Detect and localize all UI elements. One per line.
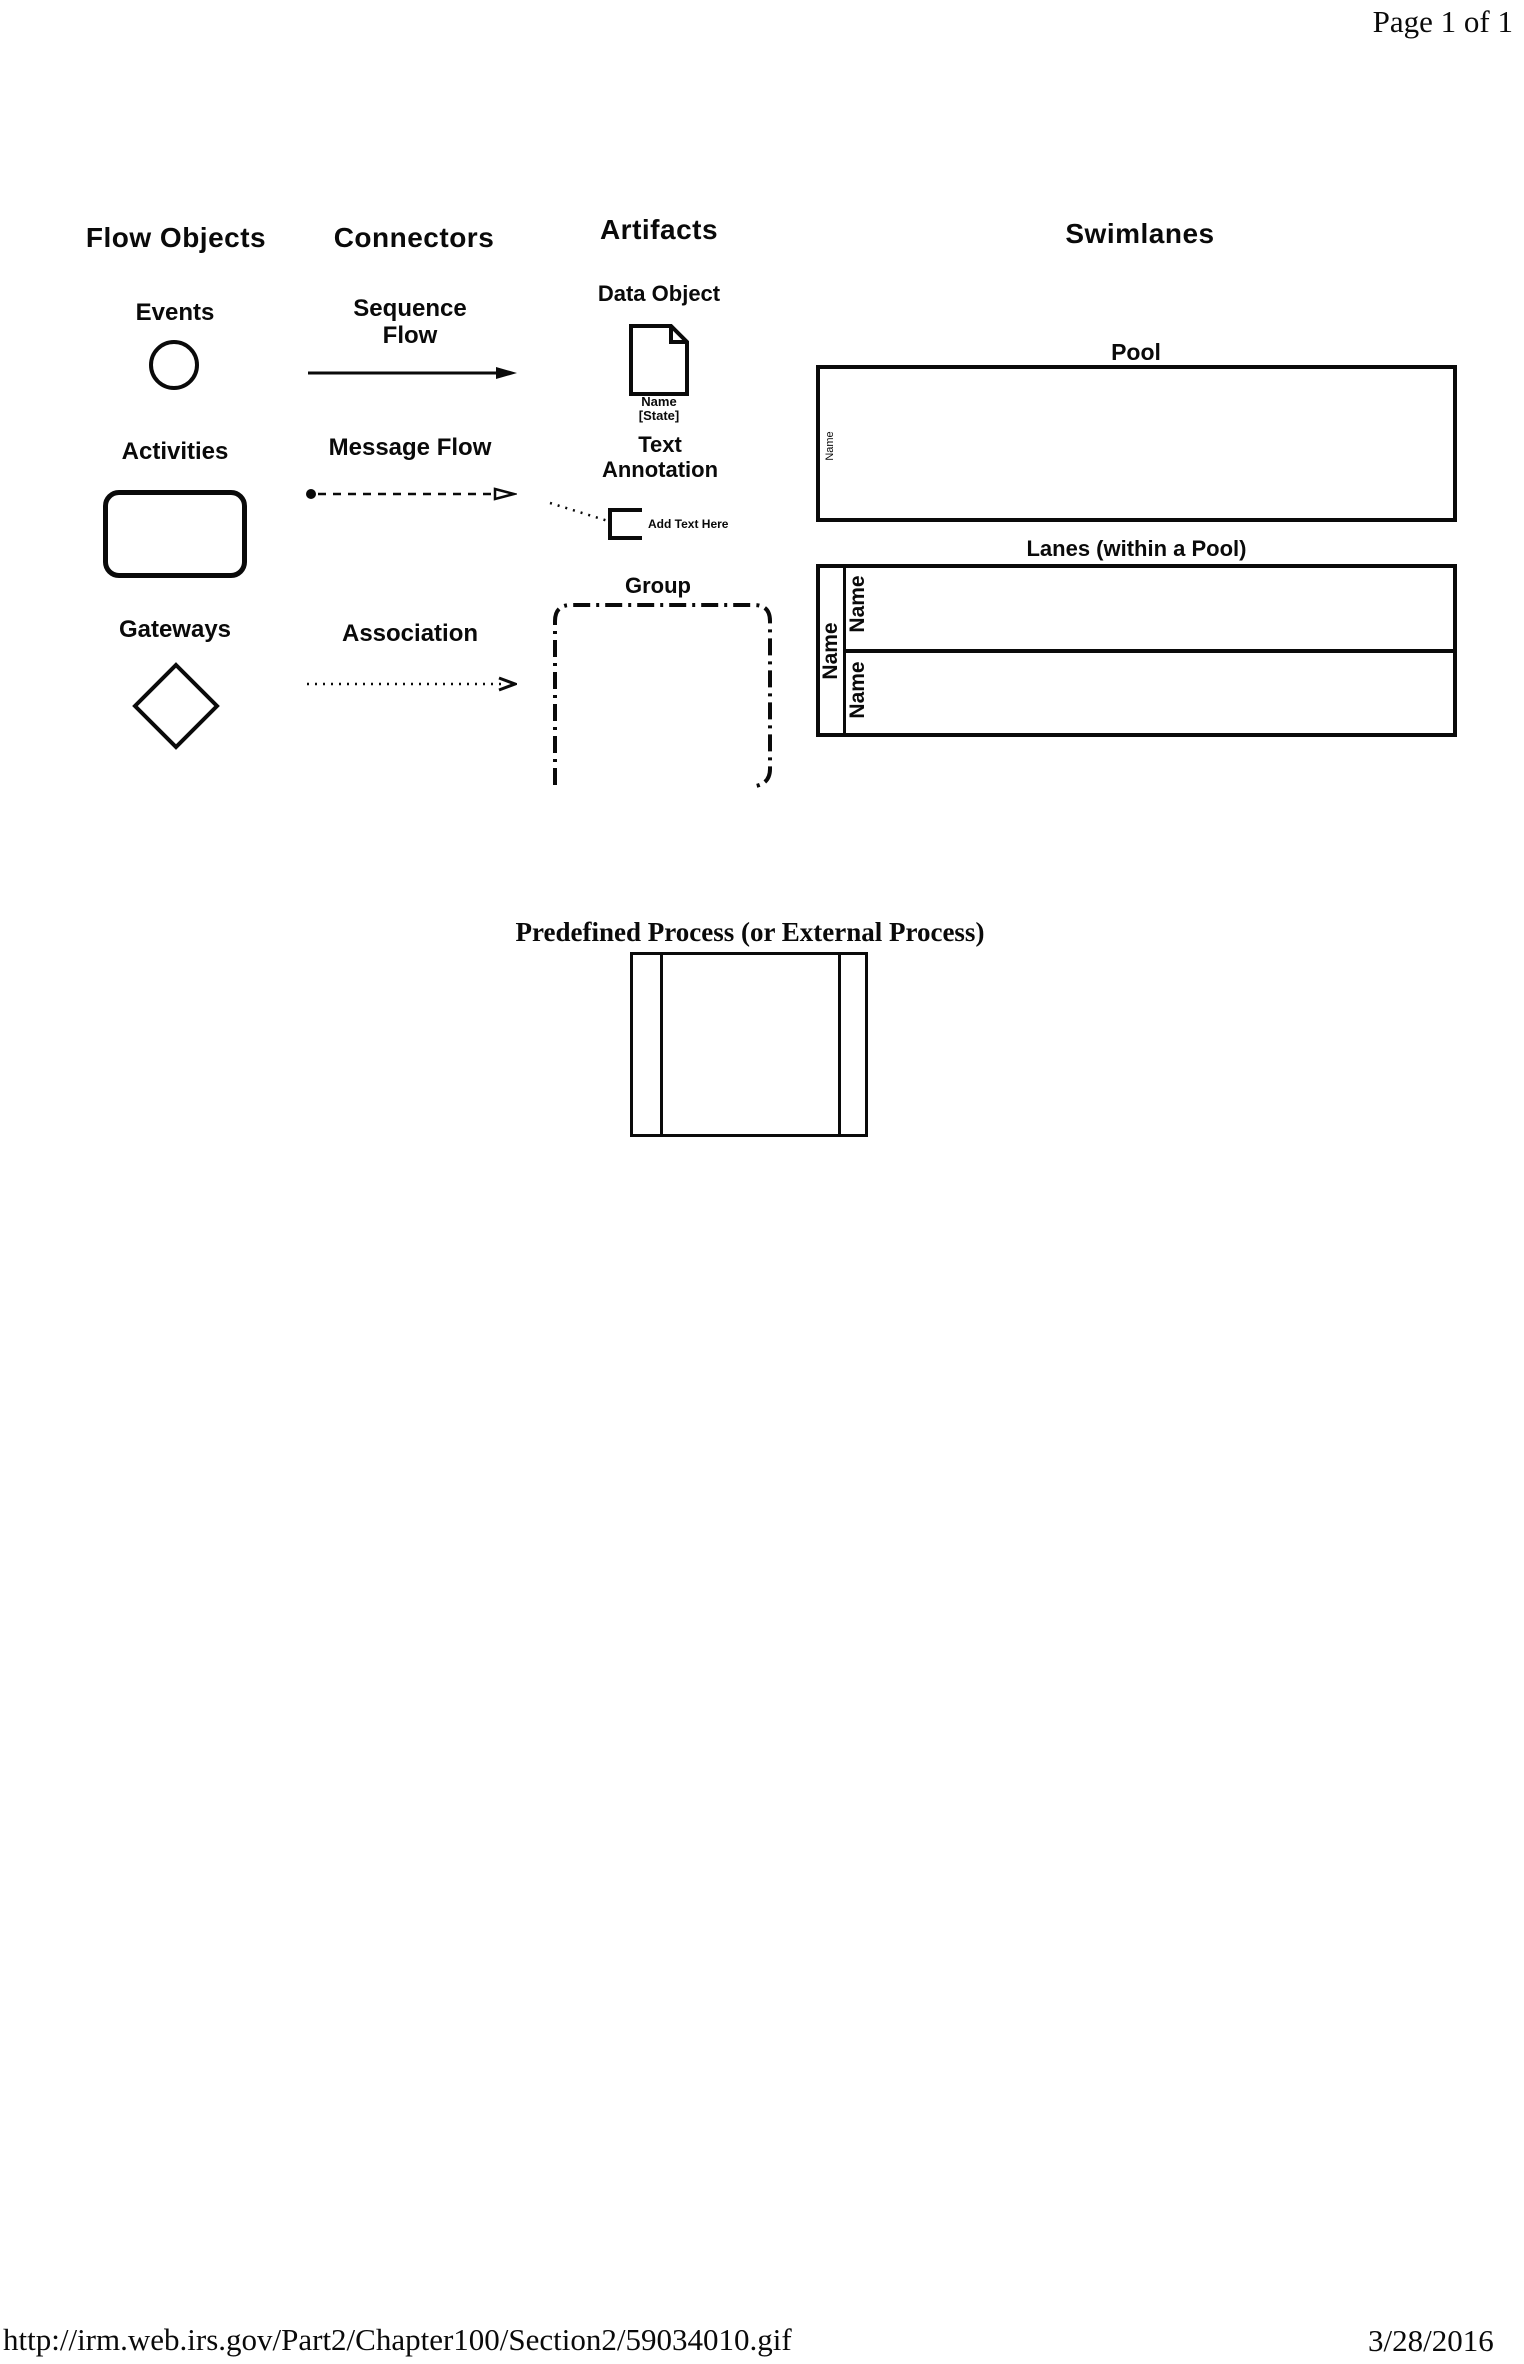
lane1-name-label: Name [846,575,869,633]
data-object-name: Name [641,394,677,409]
lane-divider [846,649,1453,653]
message-flow-arrow-icon [305,486,517,502]
lanes-pool-name-label: Name [819,622,842,680]
predefined-process-right-line [838,955,841,1134]
message-flow-label: Message Flow [328,434,492,461]
activity-rounded-rect-icon [103,490,247,578]
data-object-state: [State] [638,408,680,423]
events-label: Events [135,299,215,326]
column-title-connectors: Connectors [333,222,495,253]
column-title-swimlanes: Swimlanes [1065,218,1215,249]
activities-label: Activities [121,438,229,465]
predefined-process-title: Predefined Process (or External Process) [515,917,985,947]
text-annotation-bracket-icon [608,508,644,540]
data-object-name-text [609,395,709,423]
sequence-flow-label: Sequence Flow [353,295,467,349]
footer-date: 3/28/2016 [1368,2323,1494,2358]
predefined-process-box [630,952,868,1137]
predefined-process-left-line [660,955,663,1134]
column-title-artifacts: Artifacts [599,214,719,245]
pool-name-label: Name [824,431,836,461]
event-circle-icon [149,340,199,390]
pool-box [816,365,1457,522]
group-label: Group [625,573,691,598]
lane2-name-label: Name [846,661,869,719]
text-annotation-label: Text Annotation [601,432,719,482]
column-title-flow-objects: Flow Objects [85,222,267,253]
footer-url: http://irm.web.irs.gov/Part2/Chapter100/Section2/59034010.gif [3,2322,792,2357]
text-annotation-placeholder: Add Text Here [648,517,729,531]
gateway-diamond-icon [131,661,221,751]
page-indicator: Page 1 of 1 [1372,4,1513,39]
sequence-flow-arrow-icon [306,365,518,381]
text-annotation-connector-icon [548,499,612,527]
association-label: Association [341,620,479,647]
data-object-label: Data Object [597,281,721,306]
gateways-label: Gateways [118,616,232,643]
association-arrow-icon [305,676,517,692]
group-box-icon [551,601,774,789]
data-object-icon [628,323,690,397]
pool-label: Pool [1111,339,1161,365]
lanes-label: Lanes (within a Pool) [1026,536,1247,561]
